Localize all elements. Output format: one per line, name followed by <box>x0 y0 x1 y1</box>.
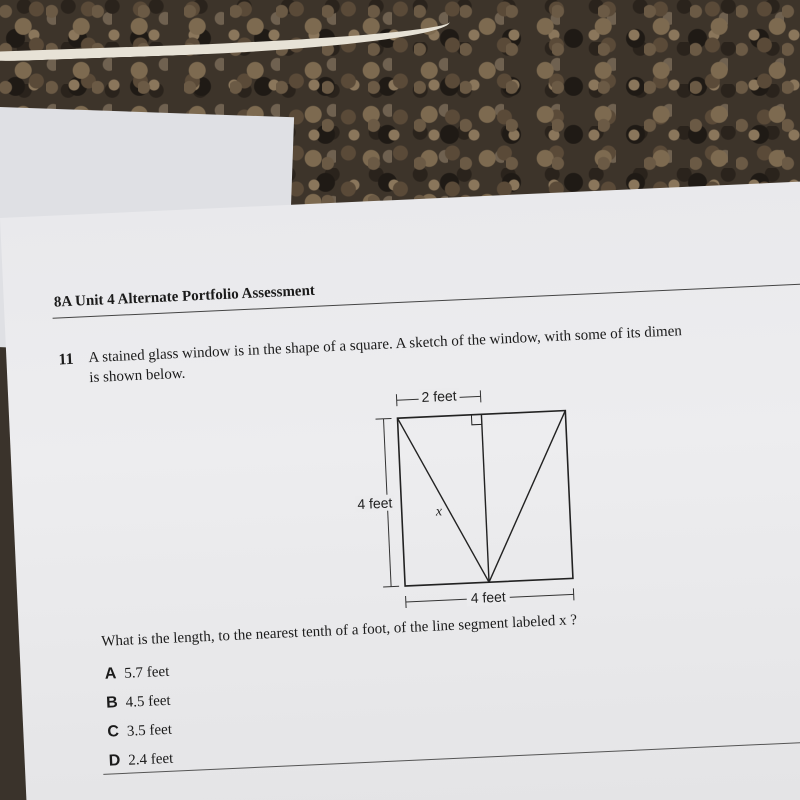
choice-text: 2.4 feet <box>127 750 174 769</box>
window-sketch <box>338 370 578 612</box>
top-dimension-tick-left <box>396 394 397 406</box>
bottom-dimension-label: 4 feet <box>466 588 510 606</box>
choice-b[interactable] <box>106 692 171 713</box>
choice-letter: C <box>107 723 120 741</box>
choice-text: 3.5 feet <box>126 721 173 740</box>
question-prompt: What is the length, to the nearest tenth of a foot, of the line segment labeled x ? <box>100 612 578 650</box>
question-text-line2: is shown below. <box>88 365 186 387</box>
segment-x-label: x <box>435 504 443 520</box>
right-angle-mark <box>471 414 481 424</box>
choice-letter: D <box>108 752 121 770</box>
choice-a[interactable] <box>104 663 169 684</box>
right-diagonal <box>481 411 573 583</box>
worksheet-page <box>0 180 800 800</box>
left-dimension-label: 4 feet <box>356 494 393 513</box>
choice-letter: A <box>104 665 117 683</box>
choice-text: 5.7 feet <box>124 663 170 682</box>
question-text-line1: A stained glass window is in the shape of a square. A sketch of the window, with some of its dimen <box>88 323 683 367</box>
left-dimension-tick-top <box>376 418 392 419</box>
question-number: 11 <box>58 350 74 369</box>
choice-d[interactable] <box>108 750 173 771</box>
bottom-dimension-tick-right <box>573 588 574 600</box>
window-diagram <box>338 370 578 612</box>
bottom-divider <box>103 740 800 775</box>
segment-x <box>397 414 489 586</box>
worksheet-header: 8A Unit 4 Alternate Portfolio Assessment <box>53 282 316 311</box>
left-dimension-tick-bottom <box>383 586 399 587</box>
top-dimension-tick-right <box>480 390 481 402</box>
center-vertical-line <box>481 414 489 582</box>
choice-text: 4.5 feet <box>125 692 171 711</box>
choice-c[interactable] <box>107 721 172 742</box>
choice-letter: B <box>105 694 119 712</box>
top-dimension-label: 2 feet <box>418 387 460 405</box>
bottom-dimension-tick-left <box>406 596 407 608</box>
